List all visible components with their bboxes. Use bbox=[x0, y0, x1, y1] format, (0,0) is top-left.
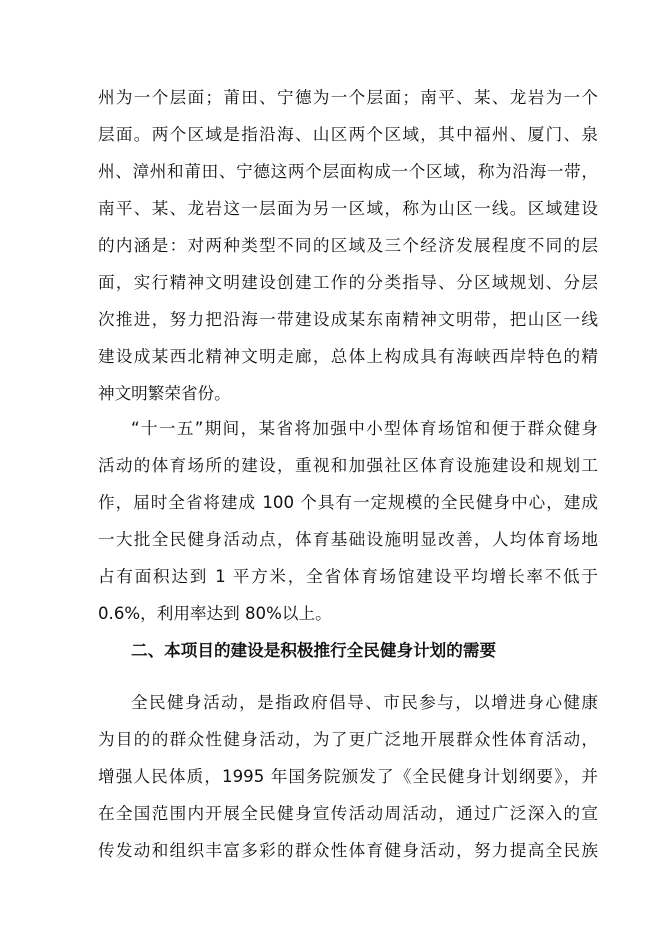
text-line: 面，实行精神文明建设创建工作的分类指导、分区域规划、分层 bbox=[98, 273, 598, 292]
text-line: 全民健身活动，是指政府倡导、市民参与，以增进身心健康 bbox=[131, 693, 598, 712]
text-line: 占有面积达到 1 平方米，全省体育场馆建设平均增长率不低于 bbox=[98, 567, 598, 586]
text-line: 南平、某、龙岩这一层面为另一区域，称为山区一线。区域建设 bbox=[98, 199, 598, 218]
text-line: 州为一个层面；莆田、宁德为一个层面；南平、某、龙岩为一个 bbox=[98, 88, 598, 107]
text-line: 在全国范围内开展全民健身宣传活动周活动，通过广泛深入的宣 bbox=[98, 804, 598, 823]
text-line: 一大批全民健身活动点，体育基础设施明显改善，人均体育场地 bbox=[98, 530, 598, 549]
text-line: 为目的的群众性健身活动，为了更广泛地开展群众性体育活动， bbox=[98, 730, 598, 749]
text-line: 增强人民体质，1995 年国务院颁发了《全民健身计划纲要》，并 bbox=[98, 767, 598, 786]
text-line: 传发动和组织丰富多彩的群众性体育健身活动，努力提高全民族 bbox=[98, 841, 598, 860]
text-line: 的内涵是：对两种类型不同的区域及三个经济发展程度不同的层 bbox=[98, 236, 598, 255]
text-line: 州、漳州和莆田、宁德这两个层面构成一个区域，称为沿海一带， bbox=[98, 162, 598, 181]
text-line: 建设成某西北精神文明走廊，总体上构成具有海峡西岸特色的精 bbox=[98, 347, 598, 366]
text-line: 神文明繁荣省份。 bbox=[98, 384, 231, 403]
text-line: 活动的体育场所的建设，重视和加强社区体育设施建设和规划工 bbox=[98, 456, 598, 475]
text-line: “十一五”期间，某省将加强中小型体育场馆和便于群众健身 bbox=[131, 419, 598, 438]
text-line: 0.6%，利用率达到 80%以上。 bbox=[98, 604, 332, 623]
section-heading: 二、本项目的建设是积极推行全民健身计划的需要 bbox=[131, 641, 497, 660]
text-line: 层面。两个区域是指沿海、山区两个区域，其中福州、厦门、泉 bbox=[98, 125, 598, 144]
text-line: 作，届时全省将建成 100 个具有一定规模的全民健身中心，建成 bbox=[98, 493, 598, 512]
text-line: 次推进，努力把沿海一带建设成某东南精神文明带，把山区一线 bbox=[98, 310, 598, 329]
